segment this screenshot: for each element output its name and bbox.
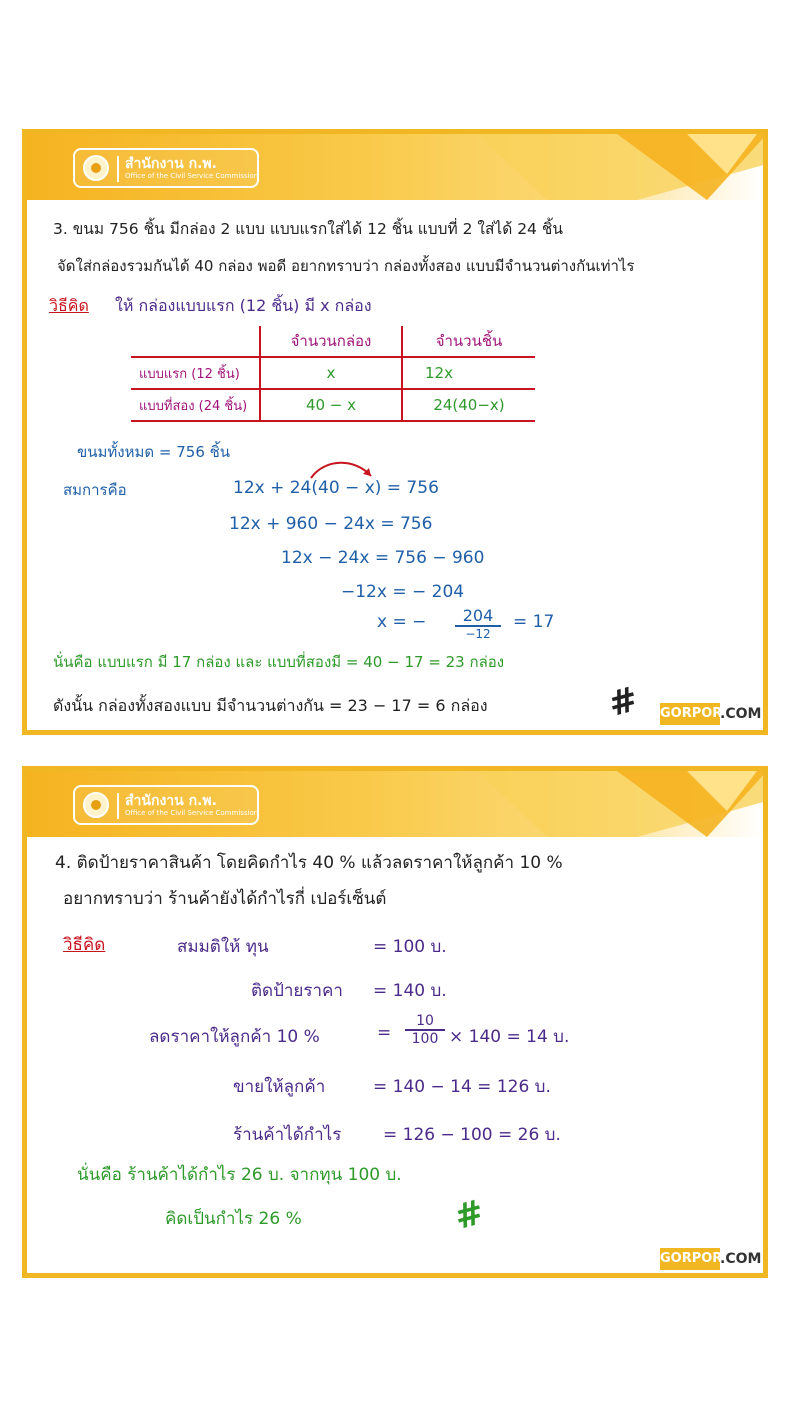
- banner-decoration: [457, 771, 767, 837]
- conclusion-line-1: นั่นคือ ร้านค้าได้กำไร 26 บ. จากทุน 100 บ.: [77, 1165, 402, 1185]
- table-cell: x: [260, 357, 402, 389]
- site-watermark: [660, 1248, 760, 1270]
- emblem-icon: [83, 792, 109, 818]
- table-cell: 24(40−x): [402, 389, 535, 421]
- step-value: = 100 บ.: [373, 937, 447, 957]
- logo-subtitle: Office of the Civil Service Commission: [125, 172, 259, 180]
- fraction-numerator: 10: [405, 1013, 445, 1031]
- table-cell: 12x: [402, 357, 535, 389]
- question-line-1: 3. ขนม 756 ชิ้น มีกล่อง 2 แบบ แบบแรกใส่ได้ 12 ชิ้น แบบที่ 2 ใส่ได้ 24 ชิ้น: [53, 220, 563, 238]
- table-row: [131, 357, 535, 389]
- site-watermark: [660, 703, 760, 725]
- banner-decoration: [457, 134, 767, 200]
- step-label: สมมติให้ ทุน: [177, 937, 269, 957]
- step-value-suffix: × 140 = 14 บ.: [449, 1027, 570, 1047]
- table-header-cell: จำนวนชิ้น: [402, 326, 535, 357]
- question-line-2: จัดใส่กล่องรวมกันได้ 40 กล่อง พอดี อยากทราบว่า กล่องทั้งสอง แบบมีจำนวนต่างกันเท่าไร: [57, 257, 635, 275]
- table-cell: แบบแรก (12 ชิ้น): [131, 357, 260, 389]
- final-answer: ดังนั้น กล่องทั้งสองแบบ มีจำนวนต่างกัน = 23 − 17 = 6 กล่อง: [53, 696, 488, 715]
- step-value: = 140 บ.: [373, 981, 447, 1001]
- assumption: ให้ กล่องแบบแรก (12 ชิ้น) มี x กล่อง: [115, 296, 372, 315]
- conclusion-line-2: คิดเป็นกำไร 26 %: [165, 1209, 302, 1229]
- step-value: = 140 − 14 = 126 บ.: [373, 1077, 551, 1097]
- step-label: ติดป้ายราคา: [251, 981, 343, 1001]
- question-line-2: อยากทราบว่า ร้านค้ายังได้กำไรกี่ เปอร์เซ็นต์: [63, 889, 387, 909]
- logo-name: สำนักงาน ก.พ.: [125, 156, 217, 172]
- header-banner: [27, 134, 763, 200]
- watermark-left: GORPOR: [660, 703, 720, 725]
- table-header-cell: [131, 326, 260, 357]
- table-row: [131, 389, 535, 421]
- table-cell: 40 − x: [260, 389, 402, 421]
- emblem-icon: [83, 155, 109, 181]
- conclusion: นั่นคือ แบบแรก มี 17 กล่อง และ แบบที่สองมี = 40 − 17 = 23 กล่อง: [53, 653, 505, 671]
- equation-line-4: −12x = − 204: [341, 582, 465, 602]
- equation-line-5-right: = 17: [513, 612, 555, 632]
- step-label: ขายให้ลูกค้า: [233, 1077, 326, 1097]
- equation-line-2: 12x + 960 − 24x = 756: [229, 514, 433, 534]
- table-header-row: [131, 326, 535, 357]
- fraction-denominator: 100: [411, 1031, 439, 1047]
- table-header-cell: จำนวนกล่อง: [260, 326, 402, 357]
- office-logo: [73, 785, 259, 825]
- logo-name: สำนักงาน ก.พ.: [125, 793, 217, 809]
- problem-3-card: [22, 129, 768, 735]
- header-banner: [27, 771, 763, 837]
- fraction-denominator: −12: [465, 627, 491, 641]
- logo-divider: [117, 156, 119, 182]
- office-logo: [73, 148, 259, 188]
- method-label: วิธีคิด: [63, 935, 106, 955]
- table-cell: แบบที่สอง (24 ชิ้น): [131, 389, 260, 421]
- step-value-prefix: =: [377, 1023, 392, 1043]
- total-pieces: ขนมทั้งหมด = 756 ชิ้น: [77, 443, 231, 461]
- method-label: วิธีคิด: [49, 296, 89, 315]
- equation-label: สมการคือ: [63, 481, 127, 499]
- question-line-1: 4. ติดป้ายราคาสินค้า โดยคิดกำไร 40 % แล้วลดราคาให้ลูกค้า 10 %: [55, 853, 563, 873]
- equation-line-1: 12x + 24(40 − x) = 756: [233, 478, 439, 498]
- fraction-numerator: 204: [455, 606, 501, 627]
- equation-line-5-left: x = −: [377, 612, 427, 632]
- watermark-left: GORPOR: [660, 1248, 720, 1270]
- step-label: ร้านค้าได้กำไร: [233, 1125, 342, 1145]
- logo-divider: [117, 793, 119, 819]
- problem-4-card: [22, 766, 768, 1278]
- watermark-right: .COM: [720, 1251, 762, 1267]
- step-label: ลดราคาให้ลูกค้า 10 %: [149, 1027, 320, 1047]
- logo-subtitle: Office of the Civil Service Commission: [125, 809, 259, 817]
- discount-fraction: [405, 1013, 445, 1047]
- answer-check-mark: #: [604, 678, 643, 726]
- solution-table: [131, 326, 535, 422]
- step-value: = 126 − 100 = 26 บ.: [383, 1125, 561, 1145]
- equation-line-3: 12x − 24x = 756 − 960: [281, 548, 485, 568]
- equation-fraction: [455, 606, 501, 641]
- watermark-right: .COM: [720, 706, 762, 722]
- answer-check-mark: #: [450, 1191, 489, 1239]
